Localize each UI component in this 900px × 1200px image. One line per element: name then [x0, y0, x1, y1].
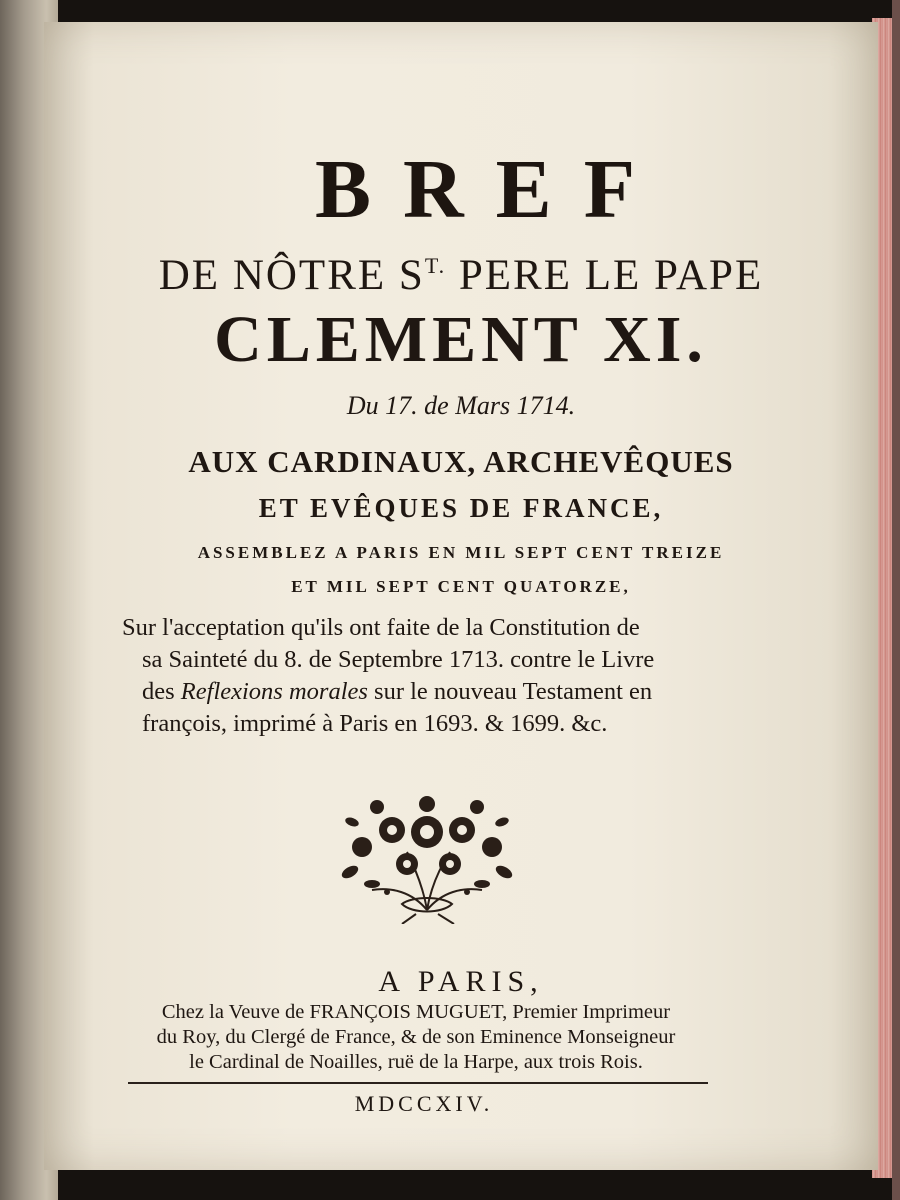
title-page	[44, 22, 878, 1170]
body-line-3-italic: Reflexions morales	[180, 678, 368, 705]
printer-line-1: Chez la Veuve de FRANÇOIS MUGUET, Premier Imprimeur	[161, 1001, 671, 1023]
body-line-2: sa Sainteté du 8. de Septembre 1713. contre le Livre	[142, 646, 655, 673]
page-content	[44, 22, 878, 1170]
title-pope-name: CLEMENT XI.	[214, 303, 708, 376]
body-line-4: françois, imprimé à Paris en 1693. & 1699. &c.	[142, 710, 608, 737]
divider-rule	[128, 1082, 708, 1084]
addressees-line-2: ET EVÊQUES DE FRANCE,	[258, 493, 664, 523]
title-main: BREF	[314, 143, 668, 236]
body-line-1: Sur l'acceptation qu'ils ont faite de la Constitution de	[122, 614, 640, 641]
title-pope-sup: T.	[424, 253, 447, 278]
date-line: Du 17. de Mars 1714.	[346, 391, 576, 420]
body-paragraph	[122, 612, 802, 740]
imprint-place: A PARIS,	[378, 965, 544, 998]
body-line-3-post: sur le nouveau Testament en	[367, 678, 653, 705]
printer-line-2: du Roy, du Clergé de France, & de son Eminence Monseigneur	[156, 1026, 676, 1048]
title-pope-pre: DE NÔTRE S	[158, 252, 425, 299]
body-line-3	[122, 676, 802, 708]
title-pope-post: PERE LE PAPE	[446, 252, 764, 299]
title-pope-line	[44, 240, 878, 302]
addressees-line-1: AUX CARDINAUX, ARCHEVÊQUES	[188, 444, 734, 479]
printer-line-3: le Cardinal de Noailles, ruë de la Harpe, aux trois Rois.	[189, 1051, 643, 1073]
floral-bouquet-icon	[332, 792, 522, 924]
assembly-line-1: ASSEMBLEZ A PARIS EN MIL SEPT CENT TREIZE	[197, 543, 725, 562]
assembly-line-2: ET MIL SEPT CENT QUATORZE,	[291, 577, 631, 596]
printer-imprint	[116, 1000, 716, 1075]
body-line-3-pre: des	[142, 678, 181, 705]
imprint-year: MDCCXIV.	[354, 1091, 494, 1116]
